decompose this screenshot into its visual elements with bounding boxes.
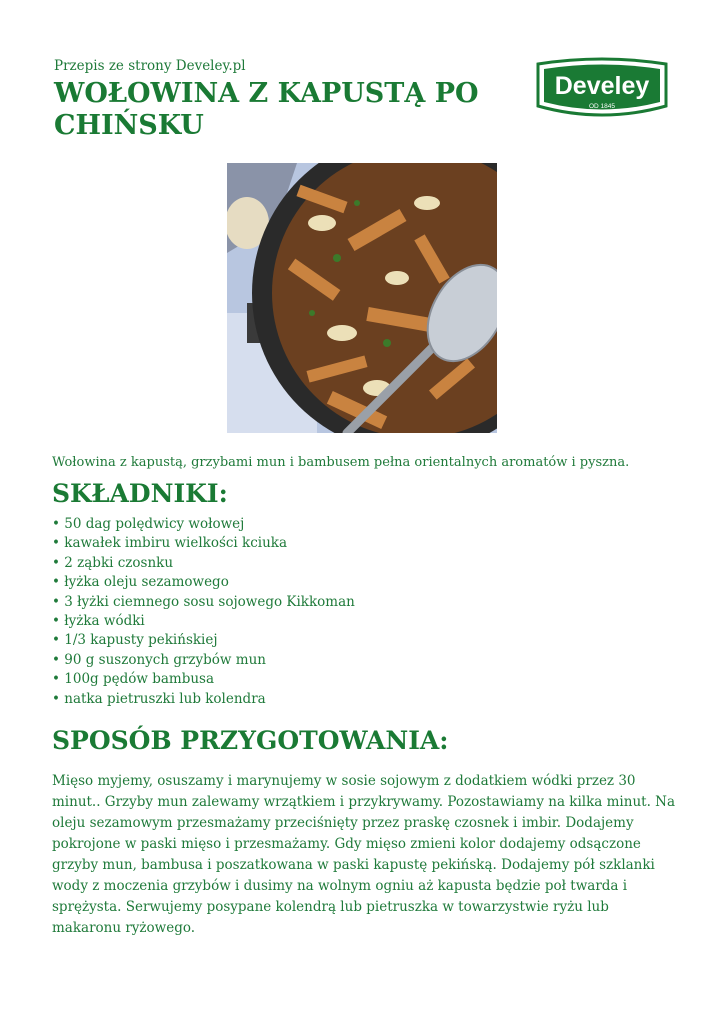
ingredient-item: • 1/3 kapusty pekińskiej [52,631,355,650]
ingredient-item: • łyżka wódki [52,612,355,631]
source-line: Przepis ze strony Develey.pl [54,58,246,74]
ingredient-item: • natka pietruszki lub kolendra [52,690,355,709]
logo-since-text: OD 1845 [588,103,616,110]
develey-logo [530,56,674,124]
intro-text: Wołowina z kapustą, grzybami mun i bambusem pełna orientalnych aromatów i pyszna. [52,455,630,470]
recipe-photo [227,163,497,433]
ingredient-item: • 2 ząbki czosnku [52,554,355,573]
ingredient-item: • 100g pędów bambusa [52,670,355,689]
ingredients-list [52,515,355,709]
ingredient-item: • łyżka oleju sezamowego [52,573,355,592]
ingredient-item: • 3 łyżki ciemnego sosu sojowego Kikkoman [52,593,355,612]
method-heading: SPOSÓB PRZYGOTOWANIA: [52,726,449,755]
method-text: Mięso myjemy, osuszamy i marynujemy w sosie sojowym z dodatkiem wódki przez 30 minut.. Grzyby mun zalewamy wrzątkiem i przykrywamy. Pozostawiamy na kilka minut. Na oleju sezamowym przesmażamy przeciśnięty przez praskę czosnek i imbir. Dodajemy pokrojone w paski mięso i przesmażamy. Gdy mięso zmieni kolor dodajemy odsączone grzyby mun, bambusa i poszatkowana w paski kapustę pekińską. Dodajemy pół szklanki wody z moczenia grzybów i dusimy na wolnym ogniu aż kapusta będzie poł twarda i sprężysta. Serwujemy posypane kolendrą lub pietruszka w towarzystwie ryżu lub makaronu ryżowego. [52,773,676,936]
ingredient-item: • 50 dag polędwicy wołowej [52,515,355,534]
logo-brand-text: Develey [554,72,650,100]
ingredients-heading: SKŁADNIKI: [52,479,228,508]
ingredient-item: • 90 g suszonych grzybów mun [52,651,355,670]
recipe-title: WOŁOWINA Z KAPUSTĄ PO CHIŃSKU [54,78,479,141]
ingredient-item: • kawałek imbiru wielkości kciuka [52,534,355,553]
